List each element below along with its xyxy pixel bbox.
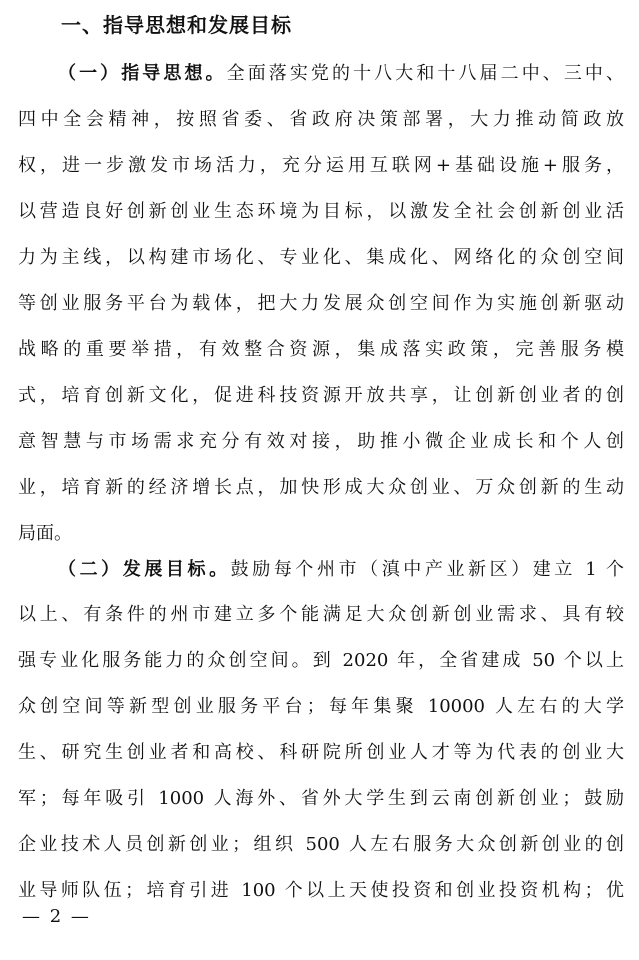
paragraph-line: 四中全会精神，按照省委、省政府决策部署，大力推动简政放 bbox=[18, 109, 624, 130]
paragraph-line: 意智慧与市场需求充分有效对接，助推小微企业成长和个人创 bbox=[18, 431, 624, 452]
paragraph-line: 企业技术人员创新创业；组织 500 人左右服务大众创新创业的创 bbox=[18, 834, 624, 855]
paragraph-line: 强专业化服务能力的众创空间。到 2020 年，全省建成 50 个以上 bbox=[18, 650, 624, 671]
paragraph-line: 业，培育新的经济增长点，加快形成大众创业、万众创新的生动 bbox=[18, 477, 624, 498]
paragraph-text: 全面落实党的十八大和十八届二中、三中、 bbox=[226, 63, 624, 84]
paragraph-line: 局面。 bbox=[18, 523, 72, 544]
paragraph-line: 等创业服务平台为载体，把大力发展众创空间作为实施创新驱动 bbox=[18, 293, 624, 314]
paragraph-lead-development-goals: （二）发展目标。 bbox=[58, 559, 231, 580]
paragraph-line: 军；每年吸引 1000 人海外、省外大学生到云南创新创业；鼓励 bbox=[18, 788, 624, 809]
paragraph-line: 生、研究生创业者和高校、科研院所创业人才等为代表的创业大 bbox=[18, 742, 624, 763]
paragraph-line bbox=[58, 62, 624, 86]
paragraph-line: 权，进一步激发市场活力，充分运用互联网+基础设施+服务， bbox=[18, 155, 624, 176]
paragraph-line: 式，培育创新文化，促进科技资源开放共享，让创新创业者的创 bbox=[18, 385, 624, 406]
paragraph-line bbox=[58, 558, 624, 582]
paragraph-line: 以上、有条件的州市建立多个能满足大众创新创业需求、具有较 bbox=[18, 604, 624, 625]
paragraph-line: 以营造良好创新创业生态环境为目标，以激发全社会创新创业活 bbox=[18, 201, 624, 222]
section-heading: 一、指导思想和发展目标 bbox=[61, 13, 292, 37]
paragraph-text: 鼓励每个州市（滇中产业新区）建立 1 个 bbox=[230, 559, 624, 580]
paragraph-lead-guiding-ideology: （一）指导思想。 bbox=[58, 63, 227, 84]
paragraph-line: 众创空间等新型创业服务平台；每年集聚 10000 人左右的大学 bbox=[18, 696, 624, 717]
page-number: — 2 — bbox=[22, 906, 91, 927]
paragraph-line: 战略的重要举措，有效整合资源，集成落实政策，完善服务模 bbox=[18, 339, 624, 360]
paragraph-line: 业导师队伍；培育引进 100 个以上天使投资和创业投资机构；优 bbox=[18, 880, 624, 901]
paragraph-line: 力为主线，以构建市场化、专业化、集成化、网络化的众创空间 bbox=[18, 247, 624, 268]
